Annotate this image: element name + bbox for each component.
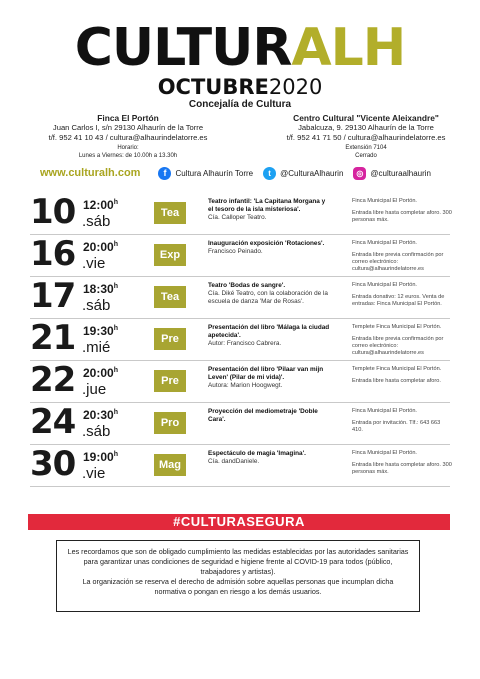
event-title: Presentación del libro 'Málaga la ciudad apetecida'. — [208, 324, 330, 339]
event-title: Proyección del mediometraje 'Doble Cara'. — [208, 408, 318, 423]
facebook-link[interactable] — [158, 167, 253, 180]
category-badge: Pro — [154, 412, 186, 434]
event-weekday: .sáb — [82, 423, 111, 440]
instagram-icon: ◎ — [353, 167, 366, 180]
event-place — [352, 408, 452, 434]
notice-paragraph-1: Les recordamos que son de obligado cumplimiento las medidas establecidas por las autoridades sanitarias para garantizar unas condiciones de seguridad e higiene frente al COVID-19 para todos (público, trabajadores y artistas). — [67, 547, 409, 576]
event-row — [30, 445, 450, 487]
event-location: Finca Municipal El Portón. — [352, 240, 417, 246]
event-place — [352, 282, 452, 308]
website-link[interactable]: www.culturalh.com — [40, 167, 141, 179]
event-day: 10 — [30, 192, 76, 232]
event-location: Finca Municipal El Portón. — [352, 408, 417, 414]
venue-contact: t/f. 952 41 71 50 / cultura@alhaurindelatorre.es — [286, 133, 446, 143]
event-row — [30, 235, 450, 277]
event-day: 30 — [30, 444, 76, 484]
event-location: Templete Finca Municipal El Portón. — [352, 366, 442, 372]
department: Concejalía de Cultura — [188, 99, 292, 110]
category-badge: Pre — [154, 370, 186, 392]
venue-name: Centro Cultural "Vicente Aleixandre" — [293, 113, 439, 123]
venue-centro-cultural — [258, 113, 474, 160]
social-bar — [40, 166, 460, 180]
event-weekday: .vie — [82, 255, 106, 272]
event-place — [352, 240, 452, 273]
event-place — [352, 198, 452, 224]
event-entry: Entrada libre previa confirmación por correo electrónico: cultura@alhaurindelatorre.es — [352, 252, 444, 272]
event-list — [30, 193, 450, 487]
month: OCTUBRE — [157, 75, 269, 99]
event-day: 22 — [30, 360, 76, 400]
event-entry: Entrada libre hasta completar aforo. 300 personas máx. — [352, 462, 452, 475]
event-detail: Autor: Francisco Cabrera. — [208, 340, 282, 347]
venue-status: Cerrado — [355, 152, 377, 159]
venue-hours: Lunes a Viernes: de 10.00h a 13.30h — [78, 152, 178, 159]
event-location: Finca Municipal El Portón. — [352, 282, 417, 288]
venue-address: Jabalcuza, 9. 29130 Alhaurín de la Torre — [298, 123, 434, 133]
facebook-icon: f — [158, 167, 171, 180]
event-location: Finca Municipal El Portón. — [352, 450, 417, 456]
twitter-icon: t — [263, 167, 276, 180]
event-time: 12:00$^h$ — [83, 198, 118, 212]
event-entry: Entrada libre hasta completar aforo. 300 personas máx. — [352, 210, 452, 223]
event-place — [352, 450, 452, 476]
event-time: 20:30$^h$ — [83, 408, 118, 422]
venue-extension: Extensión 7104 — [345, 144, 387, 151]
event-day: 21 — [30, 318, 76, 358]
category-badge: Mag — [154, 454, 186, 476]
event-description — [208, 450, 332, 466]
event-title: Teatro infantil: 'La Capitana Morgana y el tesoro de la isla misteriosa'. — [208, 198, 326, 213]
event-entry: Entrada por invitación. Tlf.: 643 663 410. — [352, 420, 441, 433]
event-title: Espectáculo de magia 'Imagina'. — [208, 450, 306, 457]
month-line — [0, 76, 480, 98]
brand-logo — [0, 18, 480, 78]
event-row — [30, 193, 450, 235]
event-description — [208, 282, 332, 306]
venue-hours-label: Horario: — [117, 144, 139, 151]
notice-paragraph-2: La organización se reserva el derecho de admisión sobre aquellas personas que incumplan dicha normativa o pongan en riesgo a los demás usuarios. — [82, 577, 394, 596]
event-row — [30, 361, 450, 403]
category-badge: Tea — [154, 286, 186, 308]
event-detail: Francisco Peinado. — [208, 248, 263, 255]
event-place — [352, 366, 452, 385]
event-time: 19:30$^h$ — [83, 324, 118, 338]
brand-part-2: ALH — [291, 18, 406, 78]
year: 2020 — [268, 75, 323, 99]
event-weekday: .vie — [82, 465, 106, 482]
event-entry: Entrada libre hasta completar aforo. — [352, 378, 441, 384]
event-day: 17 — [30, 276, 76, 316]
instagram-handle: @culturaalhaurin — [370, 168, 431, 178]
instagram-link[interactable] — [353, 167, 431, 180]
event-row — [30, 277, 450, 319]
category-badge: Pre — [154, 328, 186, 350]
facebook-handle: Cultura Alhaurín Torre — [175, 168, 254, 178]
event-time: 20:00$^h$ — [83, 366, 118, 380]
event-detail: Cía. Diké Teatro, con la colaboración de la escuela de danza 'Mar de Rosas'. — [208, 290, 328, 305]
event-time: 18:30$^h$ — [83, 282, 118, 296]
event-location: Templete Finca Municipal El Portón. — [352, 324, 442, 330]
venue-contact: t/f. 952 41 10 43 / cultura@alhaurindelatorre.es — [48, 133, 208, 143]
event-time: 19:00$^h$ — [83, 450, 118, 464]
event-row — [30, 403, 450, 445]
event-detail: Cía. dandDaniele. — [208, 458, 260, 465]
event-title: Presentación del libro 'Pilaar van mijn Leven' (Pilar de mi vida)'. — [208, 366, 324, 381]
event-weekday: .jue — [82, 381, 107, 398]
event-entry: Entrada donativo: 12 euros. Venta de entradas: Finca Municipal El Portón. — [352, 294, 445, 307]
category-badge: Tea — [154, 202, 186, 224]
event-location: Finca Municipal El Portón. — [352, 198, 417, 204]
event-description — [208, 324, 332, 348]
venue-name: Finca El Portón — [97, 113, 159, 123]
event-description — [208, 408, 332, 424]
masthead — [0, 18, 480, 110]
event-detail: Cía. Calloper Teatro. — [208, 214, 267, 221]
event-weekday: .mié — [82, 339, 111, 356]
event-description — [208, 240, 332, 256]
event-weekday: .sáb — [82, 297, 111, 314]
brand-part-1: CULTUR — [74, 18, 292, 78]
venue-address: Juan Carlos I, s/n 29130 Alhaurín de la Torre — [52, 123, 204, 133]
category-badge: Exp — [154, 244, 186, 266]
event-entry: Entrada libre previa confirmación por correo electrónico: cultura@alhaurindelatorre.es — [352, 336, 444, 356]
event-detail: Autora: Marion Hoogwegt. — [208, 382, 283, 389]
event-description — [208, 198, 332, 222]
event-time: 20:00$^h$ — [83, 240, 118, 254]
covid-notice — [56, 540, 420, 612]
event-day: 16 — [30, 234, 76, 274]
event-description — [208, 366, 332, 390]
venue-finca-el-porton — [28, 113, 228, 160]
cultura-segura-banner: #CULTURASEGURA — [28, 514, 450, 530]
event-day: 24 — [30, 402, 76, 442]
event-row — [30, 319, 450, 361]
event-title: Inauguración exposición 'Rotaciones'. — [208, 240, 325, 247]
event-weekday: .sáb — [82, 213, 111, 230]
twitter-link[interactable] — [263, 167, 343, 180]
event-place — [352, 324, 452, 357]
event-title: Teatro 'Bodas de sangre'. — [208, 282, 286, 289]
twitter-handle: @CulturaAlhaurin — [280, 168, 344, 178]
